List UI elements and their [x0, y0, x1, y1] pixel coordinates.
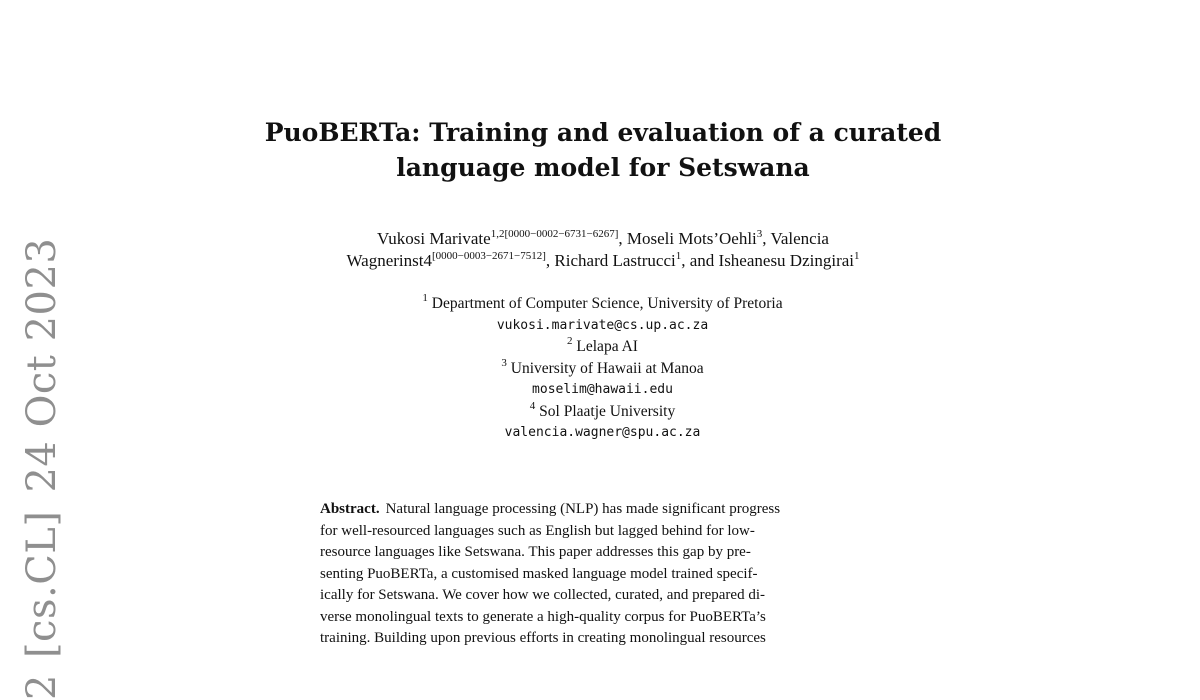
affiliation-lelapa: $^2$ Lelapa AI	[567, 335, 638, 355]
email-pretoria[interactable]: vukosi.marivate@cs.up.ac.za	[496, 317, 709, 333]
affiliation-pretoria-number: 1	[422, 292, 428, 304]
abstract-line-4: senting PuoBERTa, a customised masked language model trained specif-	[320, 565, 758, 582]
author-line-2	[180, 250, 1026, 272]
arxiv-date: 24 Oct 2023	[19, 237, 65, 493]
abstract-line-1	[320, 499, 917, 521]
author-wagner-sup: [0000−0003−2671−7512]	[431, 250, 546, 262]
abstract	[320, 499, 917, 650]
arxiv-category: [cs.CL]	[19, 510, 65, 659]
email-sol-plaatje[interactable]: valencia.wagner@spu.ac.za	[504, 425, 701, 440]
paper-title	[180, 115, 1026, 185]
affiliation-lelapa-number: 2	[567, 335, 573, 347]
author-list	[180, 228, 1026, 272]
author-marivate-name: Vukosi Marivate	[377, 229, 491, 248]
author-motsoehli-name: , Moseli Mots’Oehli	[618, 229, 757, 248]
author-dzingirai-sup: 1	[854, 250, 860, 262]
affiliation-sol-plaatje: $^4$ Sol Plaatje University	[529, 399, 676, 420]
abstract-label: Abstract.	[320, 501, 380, 517]
abstract-line-7: training. Building upon previous efforts in creating monolingual resources	[320, 630, 766, 646]
author-wagner-name: Wagnerinst4	[346, 251, 432, 270]
arxiv-side-stamp	[19, 237, 65, 700]
author-motsoehli-sup: 3	[756, 228, 763, 240]
abstract-line-2: for well-resourced languages such as English but lagged behind for low-	[320, 522, 755, 539]
affiliation-sol-plaatje-number: 4	[529, 399, 536, 412]
paper-title-line-1: PuoBERTa: Training and evaluation of a curated	[264, 118, 942, 147]
abstract-line-6: verse monolingual texts to generate a high-quality corpus for PuoBERTa’s	[320, 608, 766, 625]
affiliation-hawaii-number: 3	[501, 356, 507, 369]
arxiv-version-fragment: 2	[19, 674, 65, 700]
abstract-line-1-text: Natural language processing (NLP) has made significant progress	[385, 501, 781, 517]
affiliation-hawaii: $^3$ University of Hawaii at Manoa	[501, 356, 704, 377]
affiliation-list	[300, 293, 905, 444]
author-lastrucci-name: , Richard Lastrucci	[545, 251, 676, 270]
email-hawaii[interactable]: moselim@hawaii.edu	[532, 382, 673, 397]
affiliation-pretoria: $^1$ Department of Computer Science, University of Pretoria	[422, 292, 783, 312]
author-valencia-start: , Valencia	[762, 229, 829, 248]
author-marivate-sup: 1,2[0000−0002−6731−6267]	[490, 228, 619, 240]
paper-title-line-2: language model for Setswana	[396, 153, 810, 182]
abstract-line-5: ically for Setswana. We cover how we collected, curated, and prepared di-	[320, 587, 765, 603]
author-line-1	[180, 228, 1026, 250]
author-lastrucci-sup: 1	[675, 250, 682, 262]
author-dzingirai-name: , and Isheanesu Dzingirai	[681, 251, 855, 270]
abstract-line-3: resource languages like Setswana. This paper addresses this gap by pre-	[320, 544, 751, 560]
